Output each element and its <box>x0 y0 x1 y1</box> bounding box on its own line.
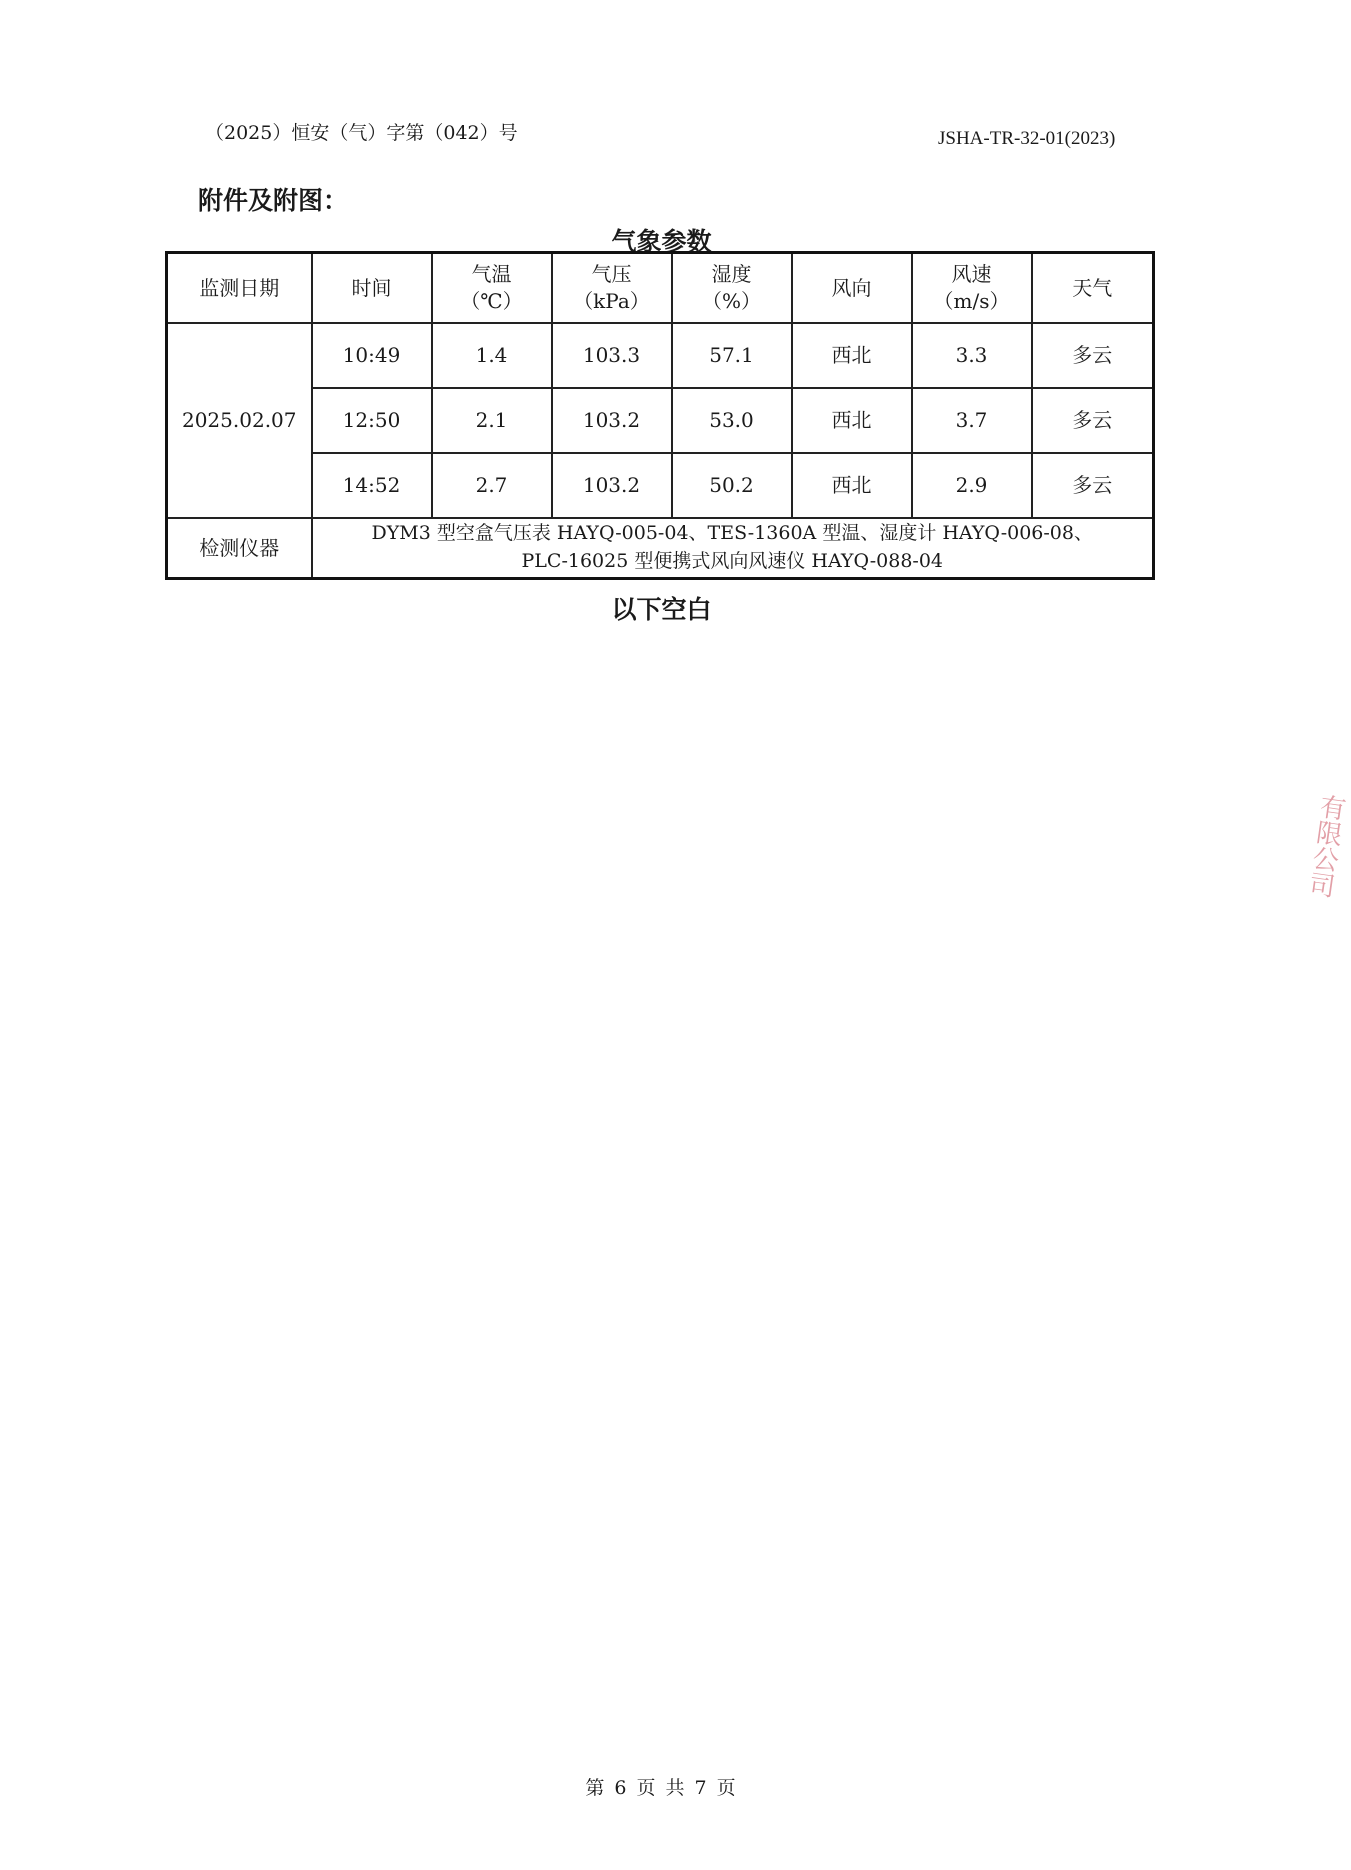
cell-pressure: 103.3 <box>552 323 672 388</box>
instrument-line-1: DYM3 型空盒气压表 HAYQ-005-04、TES-1360A 型温、湿度计 HAYQ-006-08、 <box>371 522 1093 545</box>
cell-date: 2025.02.07 <box>167 323 312 518</box>
seal-stamp: 有限公司 <box>1303 792 1348 900</box>
meteorological-table <box>165 251 1155 580</box>
table-header-row <box>167 253 1154 324</box>
col-header-wind-speed: 风速 （m/s） <box>912 253 1032 324</box>
col-header-time: 时间 <box>312 253 432 324</box>
instrument-row <box>167 518 1154 579</box>
form-code: JSHA-TR-32-01(2023) <box>938 128 1116 149</box>
cell-humidity: 50.2 <box>672 453 792 518</box>
cell-wind-dir: 西北 <box>792 388 912 453</box>
cell-wind-dir: 西北 <box>792 323 912 388</box>
cell-weather: 多云 <box>1032 453 1154 518</box>
cell-wind-speed: 3.3 <box>912 323 1032 388</box>
cell-weather: 多云 <box>1032 323 1154 388</box>
instrument-list <box>312 518 1154 579</box>
col-header-pressure: 气压 （kPa） <box>552 253 672 324</box>
table-row <box>167 388 1154 453</box>
cell-temp: 2.1 <box>432 388 552 453</box>
table-title: 气象参数 <box>611 227 712 256</box>
cell-humidity: 57.1 <box>672 323 792 388</box>
cell-time: 12:50 <box>312 388 432 453</box>
table-row <box>167 453 1154 518</box>
col-header-temp: 气温 （℃） <box>432 253 552 324</box>
table-row <box>167 323 1154 388</box>
cell-humidity: 53.0 <box>672 388 792 453</box>
cell-time: 10:49 <box>312 323 432 388</box>
cell-weather: 多云 <box>1032 388 1154 453</box>
instrument-line-2: PLC-16025 型便携式风向风速仪 HAYQ-088-04 <box>521 550 943 572</box>
col-header-wind-dir: 风向 <box>792 253 912 324</box>
instrument-label: 检测仪器 <box>167 518 312 579</box>
cell-wind-speed: 3.7 <box>912 388 1032 453</box>
page-footer: 第 6 页 共 7 页 <box>585 1777 738 1799</box>
cell-pressure: 103.2 <box>552 388 672 453</box>
cell-temp: 1.4 <box>432 323 552 388</box>
attachment-heading: 附件及附图： <box>198 186 349 215</box>
blank-below-note: 以下空白 <box>611 595 712 624</box>
cell-wind-speed: 2.9 <box>912 453 1032 518</box>
cell-wind-dir: 西北 <box>792 453 912 518</box>
report-number: （2025）恒安（气）字第（042）号 <box>205 122 518 144</box>
cell-pressure: 103.2 <box>552 453 672 518</box>
col-header-humidity: 湿度 （%） <box>672 253 792 324</box>
col-header-weather: 天气 <box>1032 253 1154 324</box>
col-header-date: 监测日期 <box>167 253 312 324</box>
cell-time: 14:52 <box>312 453 432 518</box>
cell-temp: 2.7 <box>432 453 552 518</box>
